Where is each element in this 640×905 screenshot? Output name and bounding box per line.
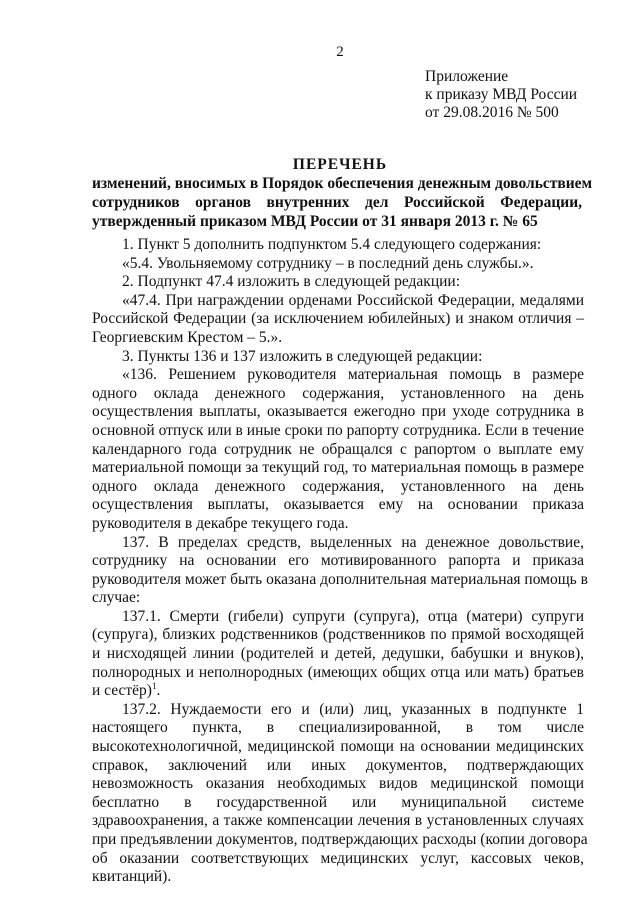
text-line: осуществления выплаты, оказывается ежегодно при уходе сотрудника в [92,403,584,421]
text-line: и сестёр) [92,682,152,700]
text-line: «47.4. При награждении орденами Российской Федерации, медалями [122,291,584,309]
document-title: ПЕРЕЧЕНЬ [292,156,388,173]
text-line: 3. Пункты 136 и 137 изложить в следующей редакции: [122,347,483,365]
text-line: об оказании соответствующих медицинских услуг, кассовых чеков, [92,849,584,867]
text-line: справок, заключений или иных документов, подтверждающих [92,756,584,774]
text-line: календарного года сотрудник не обращался с рапортом о выплате ему [92,440,584,458]
text-line: одного оклада денежного содержания, установленного на день [92,477,584,495]
appendix-header [425,68,577,122]
text-line: полнородных и неполнородных (имеющих общих отца или мать) братьев [92,663,584,681]
document-body [92,236,588,887]
text-line: (супруга), близких родственников (родственников по прямой восходящей [92,626,584,644]
text-line: 137.2. Нуждаемости его и (или) лиц, указанных в подпункте 1 [122,700,584,718]
text-line: невозможность оказания необходимых видов медицинской помощи [92,775,584,793]
text-line-with-footnote: и сестёр)$^1$. [92,681,161,700]
appendix-line: от 29.08.2016 № 500 [425,104,559,121]
text-line: «136. Решением руководителя материальная помощь в размере [122,366,584,384]
text-line: 1. Пункт 5 дополнить подпунктом 5.4 следующего содержания: [122,236,542,253]
appendix-line: Приложение [425,68,509,85]
text-line: «5.4. Увольняемому сотруднику – в последний день службы.». [122,254,534,272]
text-line: руководителя может быть оказана дополнительная материальная помощь в [92,570,588,588]
text-line: сотруднику на основании его мотивированного рапорта и приказа [92,552,584,570]
text-line: основной отпуск или в иные сроки по рапорту сотрудника. Если в течение [92,421,584,439]
text-line: Российской Федерации (за исключением юбилейных) и знаком отличия – [92,310,584,328]
subtitle-line: утвержденный приказом МВД России от 31 января 2013 г. № 65 [92,213,538,230]
subtitle-line: изменений, вносимых в Порядок обеспечения денежным довольствием [92,175,593,192]
document-subtitle [92,174,593,231]
text-line: 137. В пределах средств, выделенных на денежное довольствие, [122,533,584,551]
footnote-mark: 1 [151,681,157,692]
text-line: 137.1. Смерти (гибели) супруги (супруга), отца (матери) супруги [122,607,584,625]
subtitle-line: сотрудников органов внутренних дел Российской Федерации, [92,194,582,211]
appendix-line: к приказу МВД России [425,86,578,103]
text-line: высокотехнологичной, медицинской помощи на основании медицинских [92,738,584,756]
text-line: при предъявлении документов, подтверждающих расходы (копии договора [92,831,588,848]
text-line: осуществления выплаты, оказывается ему на основании приказа [92,496,584,514]
text-line: руководителя в декабре текущего года. [92,514,349,532]
text-line: одного оклада денежного содержания, установленного на день [92,384,584,402]
text-line: настоящего пункта, в специализированной, в том числе [92,719,584,737]
text-line: Георгиевским Крестом – 5.». [92,328,283,346]
page-number: 2 [336,44,344,60]
text-line: здравоохранения, а также компенсации лечения в установленных случаях [92,812,584,830]
text-line: 2. Подпункт 47.4 изложить в следующей редакции: [122,273,461,291]
text-line: материальной помощи за текущий год, то материальная помощь в размере [92,459,584,477]
text-line: квитанций). [92,868,172,886]
text-line: бесплатно в государственной или муниципальной системе [92,793,584,811]
text-line: и нисходящей линии (родителей и детей, дедушки, бабушки и внуков), [92,645,584,663]
text-line: случае: [92,589,141,607]
